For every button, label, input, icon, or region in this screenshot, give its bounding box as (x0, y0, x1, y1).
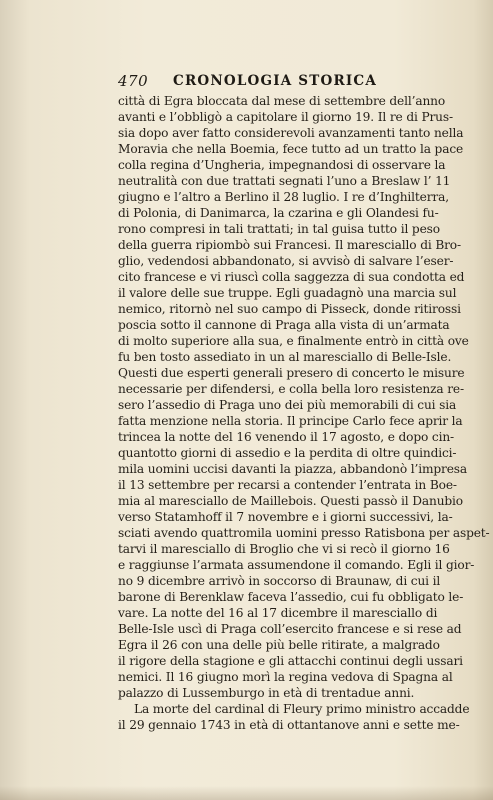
text-line: Questi due esperti generali presero di concerto le misure (118, 366, 465, 380)
text-line: il rigore della stagione e gli attacchi continui degli ussari (118, 654, 463, 668)
text-line: mila uomini uccisi davanti la piazza, abbandonò l’impresa (118, 462, 467, 476)
text-line: neutralità con due trattati segnati l’uno a Breslaw l’ 11 (118, 174, 451, 188)
text-line: Moravia che nella Boemia, fece tutto ad un tratto la pace (118, 142, 464, 156)
text-line: quantotto giorni di assedio e la perdita di oltre quindici- (118, 446, 457, 460)
text-line: della guerra ripiombò sui Francesi. Il maresciallo di Bro- (118, 238, 461, 252)
page-header (118, 72, 418, 92)
text-line: mia al maresciallo de Maillebois. Questi passò il Danubio (118, 494, 463, 508)
text-line: verso Statamhoff il 7 novembre e i giorni successivi, la- (118, 510, 453, 524)
text-line: glio, vedendosi abbandonato, si avvisò di salvare l’eser- (118, 254, 454, 268)
text-line: tarvi il maresciallo di Broglio che vi si recò il giorno 16 (118, 542, 450, 556)
text-line: fatta menzione nella storia. Il principe Carlo fece aprir la (118, 414, 463, 428)
text-line: di molto superiore alla sua, e finalmente entrò in città ove (118, 334, 469, 348)
page-number: 470 (118, 72, 149, 90)
text-line: di Polonia, di Danimarca, la czarina e gli Olandesi fu- (118, 206, 439, 220)
text-line: giugno e l’altro a Berlino il 28 luglio. I re d’Inghilterra, (118, 190, 449, 204)
text-line: il 13 settembre per recarsi a contender l’entrata in Boe- (118, 478, 457, 492)
text-line: sia dopo aver fatto considerevoli avanzamenti tanto nella (118, 126, 464, 140)
text-line: e raggiunse l’armata assumendone il comando. Egli il gior- (118, 558, 475, 572)
text-line: sciati avendo quattromila uomini presso Ratisbona per aspet- (118, 526, 490, 540)
text-line: nemico, ritornò nel suo campo di Pisseck, donde ritirossi (118, 302, 461, 316)
text-line: vare. La notte del 16 al 17 dicembre il maresciallo di (118, 606, 438, 620)
text-line: Egra il 26 con una delle più belle ritirate, a malgrado (118, 638, 440, 652)
text-line: poscia sotto il cannone di Praga alla vista di un’armata (118, 318, 450, 332)
text-line: colla regina d’Ungheria, impegnandosi di osservare la (118, 158, 446, 172)
text-line: necessarie per difendersi, e colla bella loro resistenza re- (118, 382, 464, 396)
text-line: città di Egra bloccata dal mese di settembre dell’anno (118, 94, 446, 108)
text-line: sero l’assedio di Praga uno dei più memorabili di cui sia (118, 398, 457, 412)
text-line: nemici. Il 16 giugno morì la regina vedova di Spagna al (118, 670, 453, 684)
text-line: fu ben tosto assediato in un al maresciallo di Belle-Isle. (118, 350, 452, 364)
text-line: cito francese e vi riuscì colla saggezza di sua condotta ed (118, 270, 465, 284)
text-line: rono compresi in tali trattati; in tal guisa tutto il peso (118, 222, 440, 236)
text-line: palazzo di Lussemburgo in età di trentadue anni. (118, 686, 415, 700)
page-bottom-shadow (0, 786, 493, 800)
text-line: il 29 gennaio 1743 in età di ottantanove anni e sette me- (118, 718, 460, 732)
body-text (118, 93, 490, 733)
text-line: il valore delle sue truppe. Egli guadagnò una marcia sul (118, 286, 457, 300)
text-line: Belle-Isle uscì di Praga coll’esercito francese e si rese ad (118, 622, 462, 636)
text-line: trincea la notte del 16 venendo il 17 agosto, e dopo cin- (118, 430, 455, 444)
text-line: barone di Berenklaw faceva l’assedio, cui fu obbligato le- (118, 590, 464, 604)
paragraph-first-line: La morte del cardinal di Fleury primo ministro accadde (134, 702, 470, 716)
text-line: avanti e l’obbligò a capitolare il giorno 19. Il re di Prus- (118, 110, 453, 124)
running-title: CRONOLOGIA STORICA (173, 73, 378, 89)
text-line: no 9 dicembre arrivò in soccorso di Braunaw, di cui il (118, 574, 441, 588)
